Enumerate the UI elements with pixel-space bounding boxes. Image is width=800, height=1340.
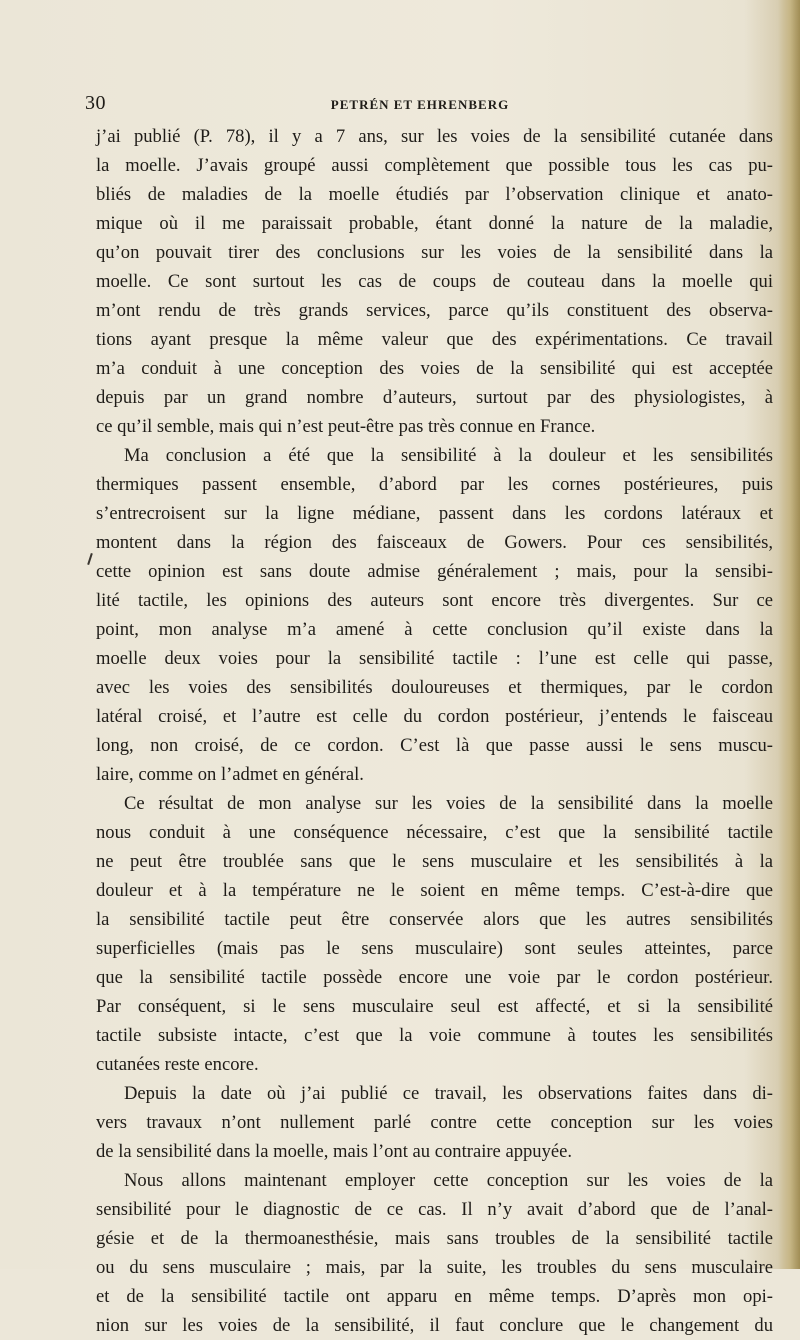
text-line: vers travaux n’ont nullement parlé contre cette conception sur les voies xyxy=(96,1112,773,1133)
text-line: Depuis la date où j’ai publié ce travail, les observations faites dans di- xyxy=(124,1083,773,1104)
text-line: long, non croisé, de ce cordon. C’est là que passe aussi le sens muscu- xyxy=(96,735,773,756)
text-line: mique où il me paraissait probable, étant donné la nature de la maladie, xyxy=(96,213,773,234)
text-line: moelle. Ce sont surtout les cas de coups de couteau dans la moelle qui xyxy=(96,271,773,292)
text-line: nion sur les voies de la sensibilité, il faut conclure que le changement du xyxy=(96,1315,773,1336)
text-line: sensibilité pour le diagnostic de ce cas. Il n’y avait d’abord que de l’anal- xyxy=(96,1199,773,1220)
text-line: cette opinion est sans doute admise généralement ; mais, pour la sensibi- xyxy=(96,561,773,582)
text-line: qu’on pouvait tirer des conclusions sur les voies de la sensibilité dans la xyxy=(96,242,773,263)
page-number: 30 xyxy=(85,92,106,114)
text-line: m’a conduit à une conception des voies de la sensibilité qui est acceptée xyxy=(96,358,773,379)
text-line: Ma conclusion a été que la sensibilité à la douleur et les sensibilités xyxy=(124,445,773,466)
text-line: nous conduit à une conséquence nécessaire, c’est que la sensibilité tactile xyxy=(96,822,773,843)
text-line: Nous allons maintenant employer cette conception sur les voies de la xyxy=(124,1170,773,1191)
text-line: la moelle. J’avais groupé aussi complètement que possible tous les cas pu- xyxy=(96,155,773,176)
text-line: ce qu’il semble, mais qui n’est peut-être pas très connue en France. xyxy=(96,416,596,437)
text-line: j’ai publié (P. 78), il y a 7 ans, sur les voies de la sensibilité cutanée dans xyxy=(96,126,773,147)
text-line: s’entrecroisent sur la ligne médiane, passent dans les cordons latéraux et xyxy=(96,503,773,524)
running-title: PETRÉN ET EHRENBERG xyxy=(330,97,510,112)
margin-mark xyxy=(87,553,93,565)
text-line: avec les voies des sensibilités douloureuses et thermiques, par le cordon xyxy=(96,677,773,698)
text-line: montent dans la région des faisceaux de Gowers. Pour ces sensibilités, xyxy=(96,532,773,553)
text-line: ou du sens musculaire ; mais, par la suite, les troubles du sens musculaire xyxy=(96,1257,773,1278)
text-line: superficielles (mais pas le sens musculaire) sont seules atteintes, parce xyxy=(96,938,773,959)
text-line: Ce résultat de mon analyse sur les voies de la sensibilité dans la moelle xyxy=(124,793,773,814)
text-line: gésie et de la thermoanesthésie, mais sans troubles de la sensibilité tactile xyxy=(96,1228,773,1249)
text-line: et de la sensibilité tactile ont apparu en même temps. D’après mon opi- xyxy=(96,1286,773,1307)
text-line: tactile subsiste intacte, c’est que la voie commune à toutes les sensibilités xyxy=(96,1025,773,1046)
text-line: ne peut être troublée sans que le sens musculaire et les sensibilités à la xyxy=(96,851,773,872)
text-line: latéral croisé, et l’autre est celle du cordon postérieur, j’entends le faisceau xyxy=(96,706,773,727)
text-line: laire, comme on l’admet en général. xyxy=(96,764,364,785)
text-line: lité tactile, les opinions des auteurs sont encore très divergentes. Sur ce xyxy=(96,590,773,611)
text-line: point, mon analyse m’a amené à cette conclusion qu’il existe dans la xyxy=(96,619,773,640)
text-line: cutanées reste encore. xyxy=(96,1054,259,1075)
page-edge-shadow xyxy=(778,0,800,1269)
text-line: de la sensibilité dans la moelle, mais l’ont au contraire appuyée. xyxy=(96,1141,573,1162)
text-line: douleur et à la température ne le soient en même temps. C’est-à-dire que xyxy=(96,880,773,901)
body-text xyxy=(96,122,773,1340)
text-line: m’ont rendu de très grands services, parce qu’ils constituent des observa- xyxy=(96,300,773,321)
text-line: moelle deux voies pour la sensibilité tactile : l’une est celle qui passe, xyxy=(96,648,773,669)
text-line: que la sensibilité tactile possède encore une voie par le cordon postérieur. xyxy=(96,967,773,988)
text-line: Par conséquent, si le sens musculaire seul est affecté, et si la sensibilité xyxy=(96,996,773,1017)
text-line: thermiques passent ensemble, d’abord par les cornes postérieures, puis xyxy=(96,474,773,495)
text-line: tions ayant presque la même valeur que des expérimentations. Ce travail xyxy=(96,329,773,350)
text-line: depuis par un grand nombre d’auteurs, surtout par des physiologistes, à xyxy=(96,387,773,408)
text-line: la sensibilité tactile peut être conservée alors que les autres sensibilités xyxy=(96,909,773,930)
text-line: bliés de maladies de la moelle étudiés par l’observation clinique et anato- xyxy=(96,184,773,205)
